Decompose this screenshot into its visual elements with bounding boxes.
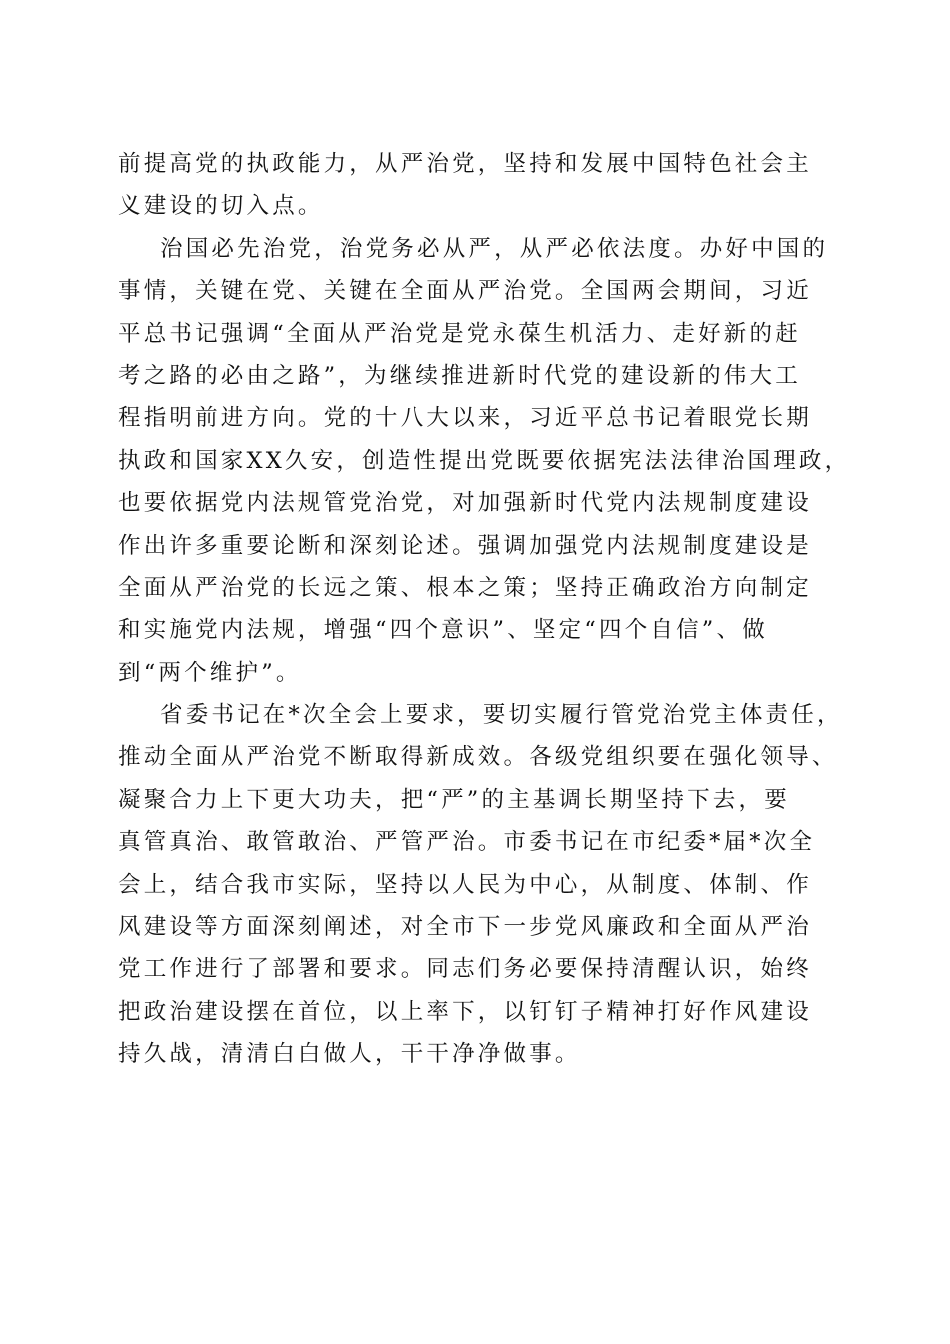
paragraph-line: 考之路的必由之路”，为继续推进新时代党的建设新的伟大工 (118, 362, 801, 389)
paragraph-line: 作出许多重要论断和深刻论述。强调加强党内法规制度建设是 (118, 532, 812, 559)
paragraph-line: 省委书记在*次全会上要求，要切实履行管党治党主体责任， (160, 702, 843, 729)
paragraph-line: 义建设的切入点。 (118, 193, 324, 220)
paragraph-line: 和实施党内法规，增强“四个意识”、坚定“四个自信”、做 (118, 617, 768, 644)
paragraph-3 (118, 694, 843, 1076)
paragraph-line: 也要依据党内法规管党治党，对加强新时代党内法规制度建设 (118, 490, 812, 517)
paragraph-line: 把政治建设摆在首位，以上率下，以钉钉子精神打好作风建设 (118, 998, 812, 1025)
paragraph-line: 党工作进行了部署和要求。同志们务必要保持清醒认识，始终 (118, 956, 812, 983)
paragraph-line: 执政和国家XX久安，创造性提出党既要依据宪法法律治国理政， (118, 447, 851, 474)
paragraph-2 (118, 228, 851, 694)
paragraph-line: 治国必先治党，治党务必从严，从严必依法度。办好中国的 (160, 235, 829, 262)
paragraph-line: 风建设等方面深刻阐述，对全市下一步党风廉政和全面从严治 (118, 914, 812, 941)
paragraph-line: 推动全面从严治党不断取得新成效。各级党组织要在强化领导、 (118, 744, 838, 771)
paragraph-line: 平总书记强调“全面从严治党是党永葆生机活力、走好新的赶 (118, 320, 801, 347)
paragraph-line: 事情，关键在党、关键在全面从严治党。全国两会期间，习近 (118, 278, 812, 305)
paragraph-line: 到“两个维护”。 (118, 659, 302, 686)
paragraph-1 (118, 143, 838, 228)
paragraph-line: 程指明前进方向。党的十八大以来，习近平总书记着眼党长期 (118, 405, 812, 432)
paragraph-line: 真管真治、敢管敢治、严管严治。市委书记在市纪委*届*次全 (118, 829, 816, 856)
paragraph-line: 前提高党的执政能力，从严治党，坚持和发展中国特色社会主 (118, 151, 812, 177)
paragraph-line: 持久战，清清白白做人，干干净净做事。 (118, 1041, 581, 1068)
document-body (118, 143, 851, 1076)
paragraph-line: 会上，结合我市实际，坚持以人民为中心，从制度、体制、作 (118, 871, 812, 898)
paragraph-line: 全面从严治党的长远之策、根本之策；坚持正确政治方向制定 (118, 574, 812, 601)
paragraph-line: 凝聚合力上下更大功夫，把“严”的主基调长期坚持下去，要 (118, 786, 790, 813)
